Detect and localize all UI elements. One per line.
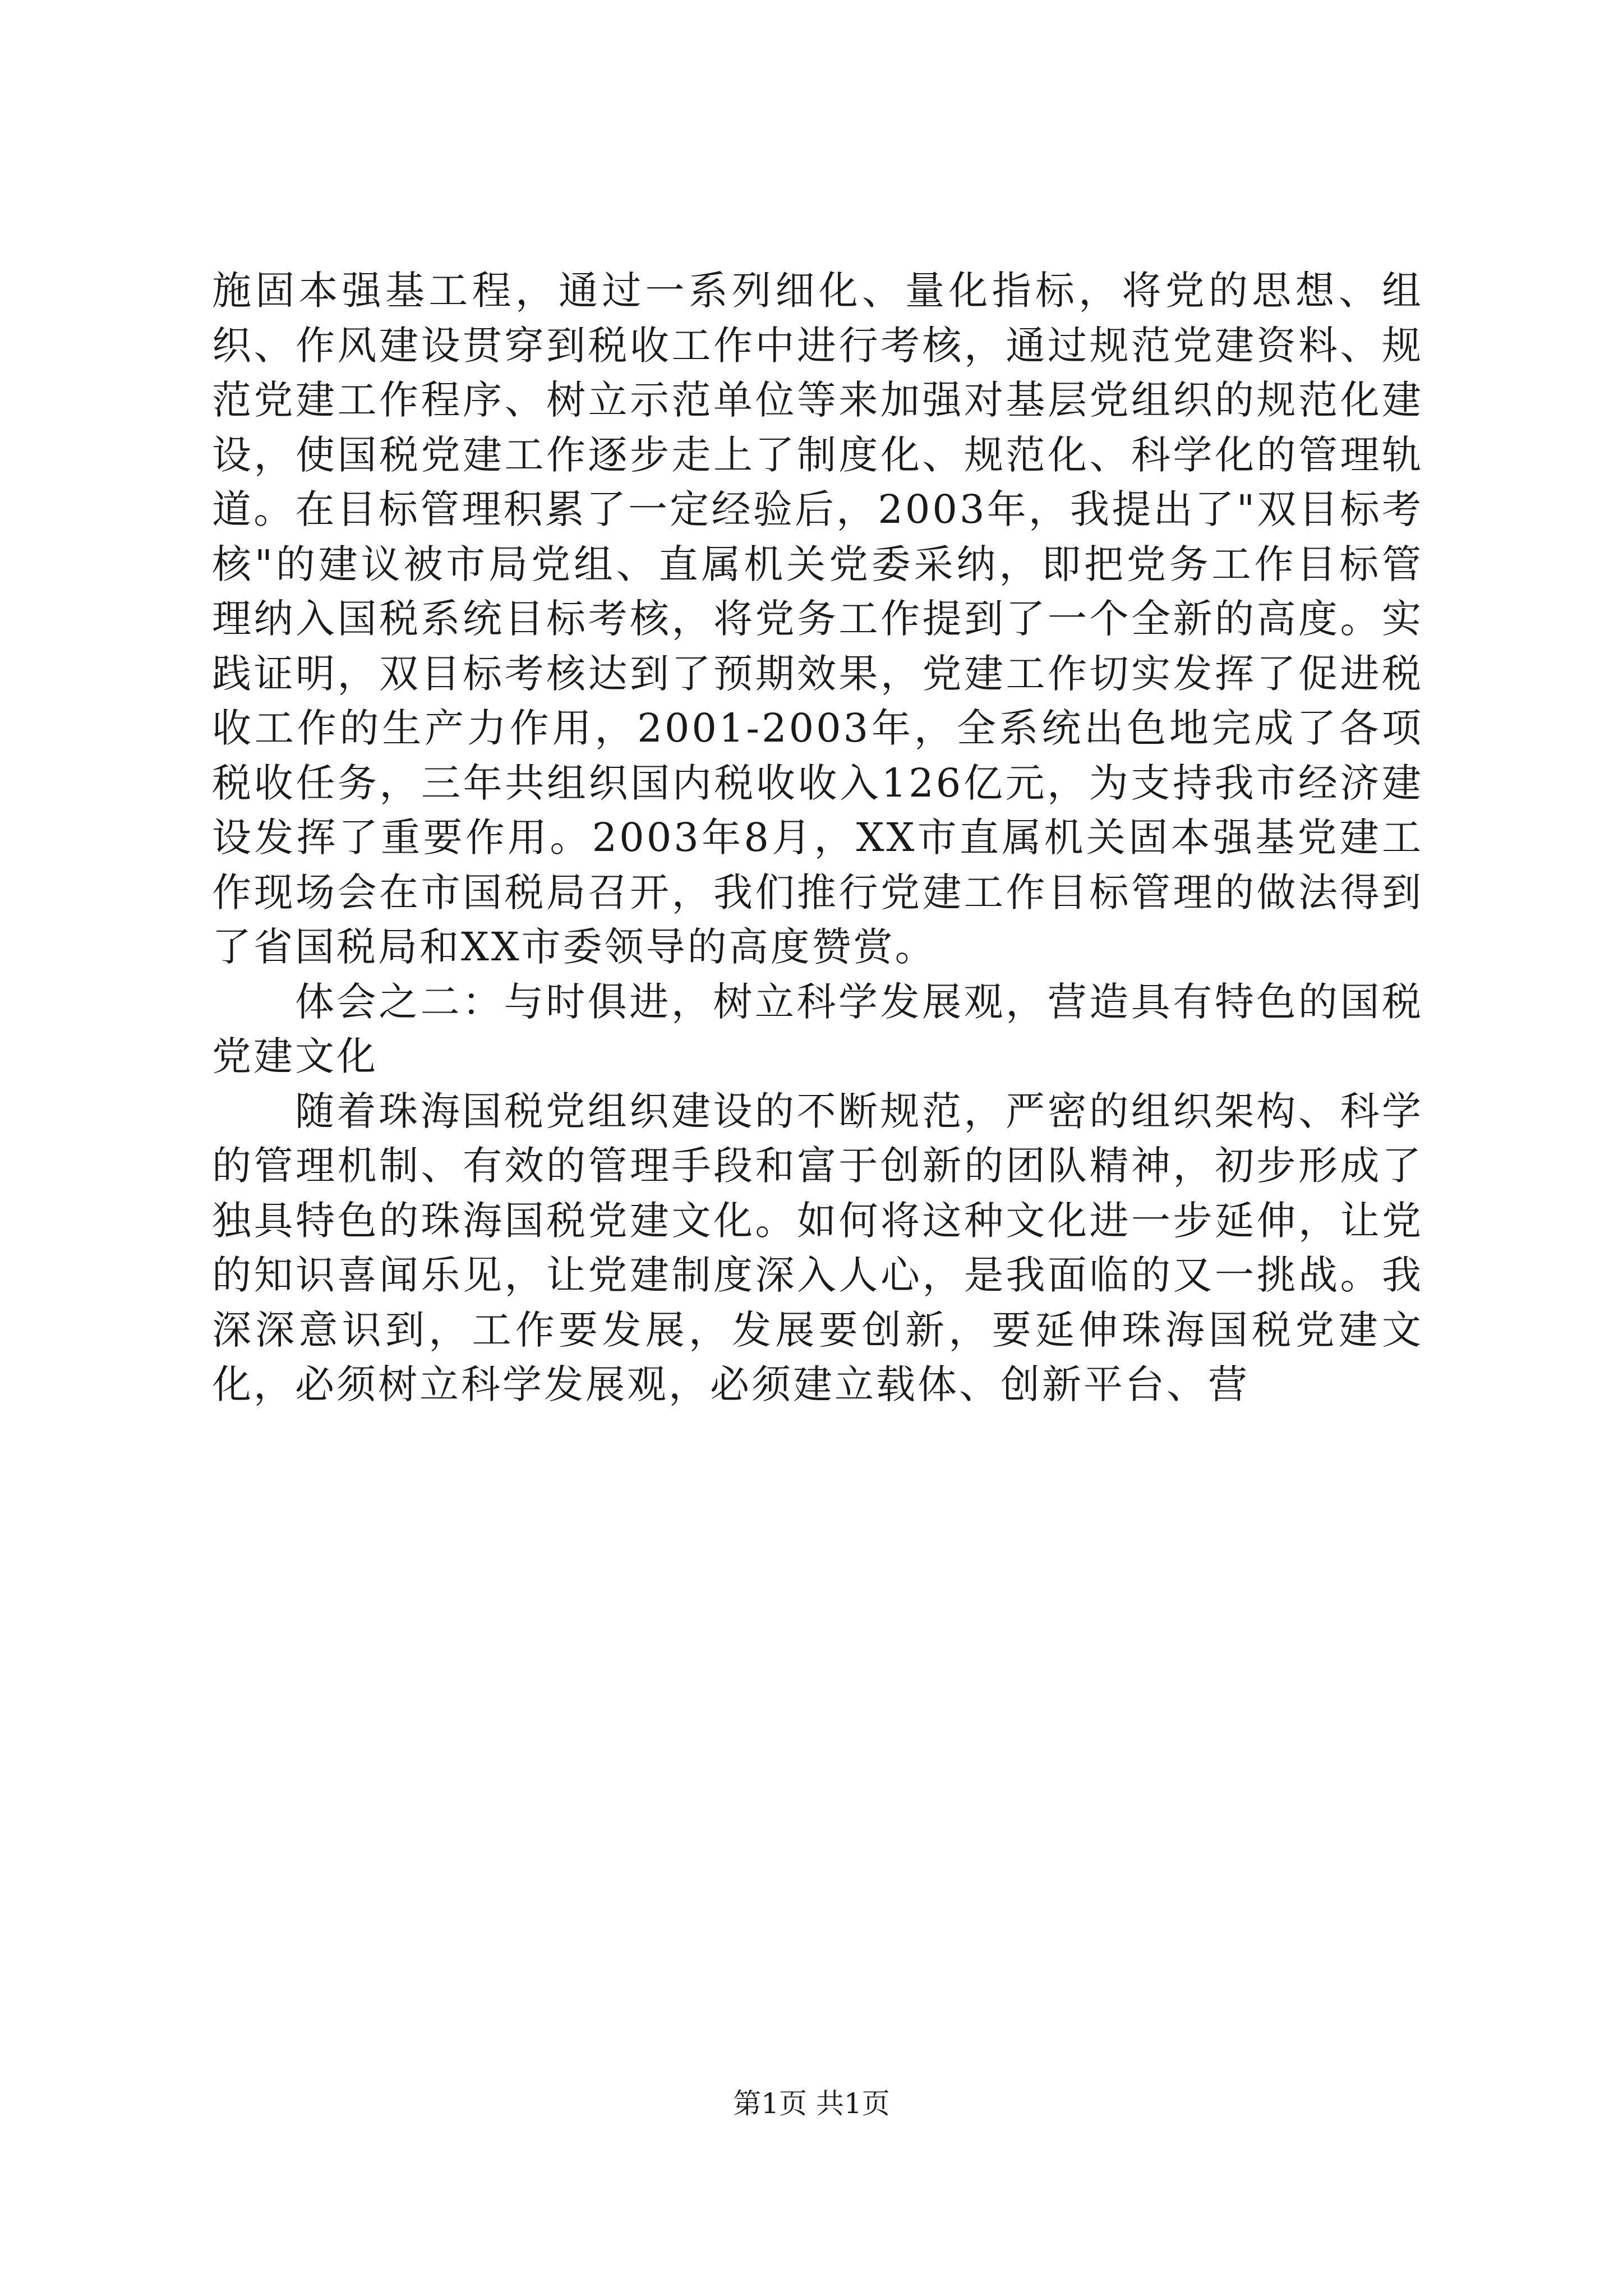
document-body (212, 264, 1423, 1412)
section-heading-paragraph: 体会之二：与时俱进，树立科学发展观，营造具有特色的国税党建文化 (212, 978, 1423, 1079)
page-footer: 第1页 共1页 (733, 2087, 890, 2120)
body-paragraph-3: 随着珠海国税党组织建设的不断规范，严密的组织架构、科学的管理机制、有效的管理手段和富于创新的团队精神，初步形成了独具特色的珠海国税党建文化。如何将这种文化进一步延伸，让党的知识喜闻乐见，让党建制度深入人心，是我面临的又一挑战。我深深意识到，工作要发展，发展要创新，要延伸珠海国税党建文化，必须树立科学发展观，必须建立载体、创新平台、营 (212, 1088, 1423, 1407)
body-paragraph-1: 施固本强基工程，通过一系列细化、量化指标，将党的思想、组织、作风建设贯穿到税收工作中进行考核，通过规范党建资料、规范党建工作程序、树立示范单位等来加强对基层党组织的规范化建设，使国税党建工作逐步走上了制度化、规范化、科学化的管理轨道。在目标管理积累了一定经验后，2003年，我提出了"双目标考核"的建议被市局党组、直属机关党委采纳，即把党务工作目标管理纳入国税系统目标考核，将党务工作提到了一个全新的高度。实践证明，双目标考核达到了预期效果，党建工作切实发挥了促进税收工作的生产力作用，2001-2003年，全系统出色地完成了各项税收任务，三年共组织国内税收收入126亿元，为支持我市经济建设发挥了重要作用。2003年8月，XX市直属机关固本强基党建工作现场会在市国税局召开，我们推行党建工作目标管理的做法得到了省国税局和XX市委领导的高度赞赏。 (212, 268, 1423, 970)
